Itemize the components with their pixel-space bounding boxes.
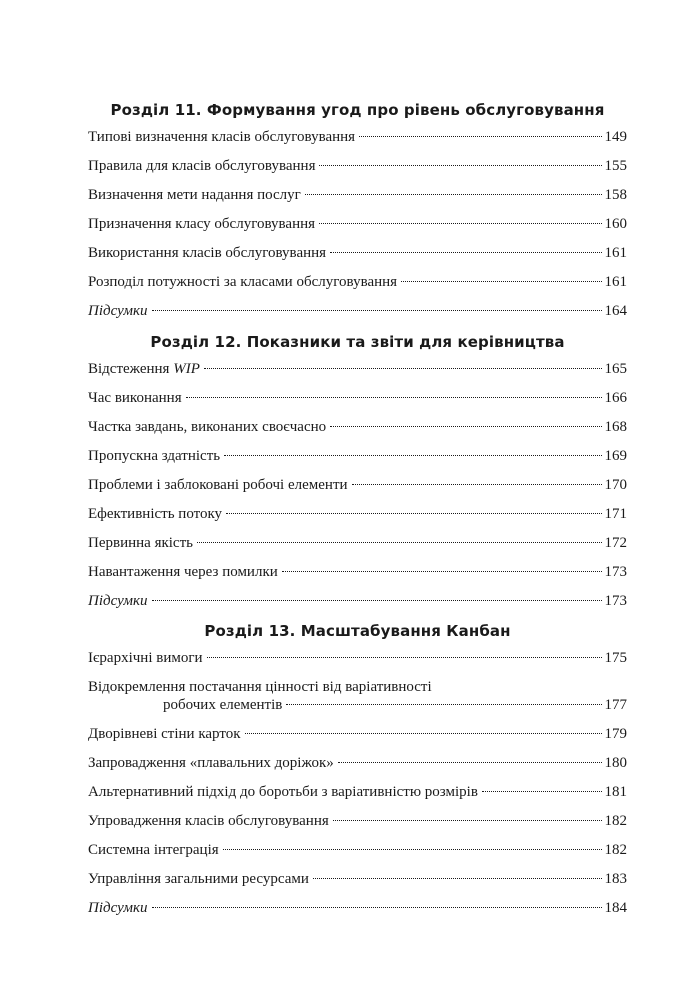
entry-title: Розподіл потужності за класами обслуговування: [88, 274, 398, 290]
entry-page: 182: [604, 813, 627, 829]
dot-leader: [223, 849, 602, 850]
toc-entry[interactable]: [88, 360, 627, 378]
dot-leader: [282, 571, 602, 572]
entry-page: 181: [604, 784, 627, 800]
entry-page: 180: [604, 755, 627, 771]
entry-title-line2: робочих елементів: [163, 697, 283, 713]
entry-title: Запровадження «плавальних доріжок»: [88, 755, 334, 771]
entry-page: 166: [604, 390, 627, 406]
dot-leader: [319, 165, 601, 166]
section-11: [88, 101, 627, 331]
entry-title: Призначення класу обслуговування: [88, 216, 316, 232]
section-heading: Розділ 13. Масштабування Канбан: [204, 622, 511, 640]
entry-title-line1: Відокремлення постачання цінності від варіативності: [88, 679, 432, 695]
dot-leader: [338, 762, 602, 763]
dot-leader: [152, 310, 602, 311]
entry-title: Ієрархічні вимоги: [88, 650, 203, 666]
dot-leader: [224, 455, 601, 456]
toc-entry-summary[interactable]: [88, 302, 627, 320]
toc-entry-multiline[interactable]: [88, 678, 627, 714]
toc-entry[interactable]: [88, 215, 627, 233]
section-12: [88, 333, 627, 621]
entry-title: Первинна якість: [88, 535, 193, 551]
toc-entry[interactable]: [88, 534, 627, 552]
entry-page: 183: [604, 871, 627, 887]
entry-page: 161: [604, 245, 627, 261]
entry-page: 161: [604, 274, 627, 290]
dot-leader: [186, 397, 602, 398]
toc-entry[interactable]: [88, 157, 627, 175]
dot-leader: [313, 878, 602, 879]
entry-title: Типові визначення класів обслуговування: [88, 129, 356, 145]
dot-leader: [305, 194, 602, 195]
dot-leader: [482, 791, 602, 792]
entry-title: Підсумки: [88, 900, 148, 916]
entry-page: 171: [604, 506, 627, 522]
entry-page: 179: [604, 726, 627, 742]
toc-entry[interactable]: [88, 783, 627, 801]
entry-title: Час виконання: [88, 390, 182, 406]
dot-leader: [352, 484, 602, 485]
dot-leader: [330, 252, 601, 253]
entry-title: Підсумки: [88, 593, 148, 609]
section-heading: Розділ 12. Показники та звіти для керівництва: [150, 333, 565, 351]
entry-page: 182: [604, 842, 627, 858]
toc-entry-summary[interactable]: [88, 592, 627, 610]
entry-page: 164: [604, 303, 627, 319]
dot-leader: [226, 513, 601, 514]
toc-entry[interactable]: [88, 754, 627, 772]
entry-title-wrap: [88, 678, 627, 714]
entry-title-prefix: Відстеження: [88, 361, 174, 377]
toc-entry[interactable]: [88, 812, 627, 830]
dot-leader: [286, 704, 601, 705]
toc-entry[interactable]: [88, 273, 627, 291]
toc-entry[interactable]: [88, 128, 627, 146]
entry-title: Використання класів обслуговування: [88, 245, 327, 261]
entry-title: Управління загальними ресурсами: [88, 871, 309, 887]
dot-leader: [207, 657, 602, 658]
entry-page: 149: [604, 129, 627, 145]
dot-leader: [204, 368, 602, 369]
entry-title: Альтернативний підхід до боротьби з варіативністю розмірів: [88, 784, 478, 800]
toc-entry[interactable]: [88, 563, 627, 581]
dot-leader: [333, 820, 602, 821]
entry-page: 160: [604, 216, 627, 232]
entry-title: Визначення мети надання послуг: [88, 187, 301, 203]
entry-page: 184: [604, 900, 627, 916]
toc-entry[interactable]: [88, 649, 627, 667]
section-heading: Розділ 11. Формування угод про рівень обслуговування: [110, 101, 605, 119]
entry-page: 175: [604, 650, 627, 666]
toc-entry[interactable]: [88, 389, 627, 407]
entry-title: Системна інтеграція: [88, 842, 219, 858]
entry-second-line: [88, 696, 627, 714]
entry-title: Упровадження класів обслуговування: [88, 813, 329, 829]
toc-entry[interactable]: [88, 418, 627, 436]
entry-page: 169: [604, 448, 627, 464]
dot-leader: [330, 426, 601, 427]
dot-leader: [152, 600, 602, 601]
entry-page: 158: [604, 187, 627, 203]
entry-page: 177: [604, 697, 627, 713]
entry-page: 155: [604, 158, 627, 174]
entry-title: Підсумки: [88, 303, 148, 319]
entry-title: Частка завдань, виконаних своєчасно: [88, 419, 327, 435]
section-13: [88, 622, 627, 928]
entry-page: 168: [604, 419, 627, 435]
dot-leader: [319, 223, 601, 224]
toc-entry[interactable]: [88, 447, 627, 465]
dot-leader: [197, 542, 602, 543]
entry-page: 170: [604, 477, 627, 493]
entry-title: Дворівневі стіни карток: [88, 726, 241, 742]
dot-leader: [245, 733, 602, 734]
toc-entry-summary[interactable]: [88, 899, 627, 917]
entry-title-italic: WIP: [173, 361, 200, 377]
entry-title: Пропускна здатність: [88, 448, 221, 464]
toc-entry[interactable]: [88, 505, 627, 523]
entry-page: 173: [604, 564, 627, 580]
entry-page: 165: [604, 361, 627, 377]
toc-entry[interactable]: [88, 476, 627, 494]
entry-title: Правила для класів обслуговування: [88, 158, 316, 174]
toc-entry[interactable]: [88, 244, 627, 262]
dot-leader: [401, 281, 601, 282]
entry-title: Ефективність потоку: [88, 506, 223, 522]
entry-title: Проблеми і заблоковані робочі елементи: [88, 477, 348, 493]
dot-leader: [152, 907, 602, 908]
toc-entry[interactable]: [88, 186, 627, 204]
dot-leader: [359, 136, 601, 137]
toc-entry[interactable]: [88, 725, 627, 743]
entry-page: 173: [604, 593, 627, 609]
toc-entry[interactable]: [88, 870, 627, 888]
entry-page: 172: [604, 535, 627, 551]
entry-title: [88, 360, 200, 378]
entry-title: Навантаження через помилки: [88, 564, 278, 580]
toc-entry[interactable]: [88, 841, 627, 859]
